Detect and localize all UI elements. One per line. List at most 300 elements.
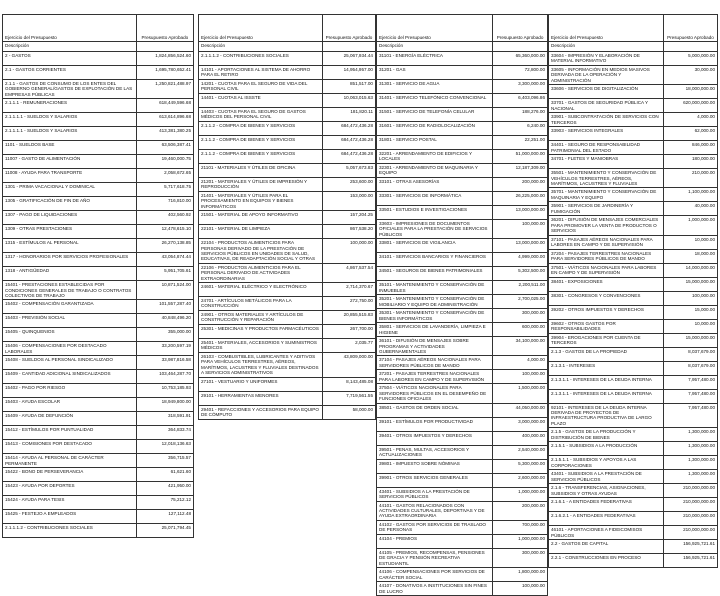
- line-item-description: 37201 - PASAJES TERRESTRES NACIONALES PARA LABORES EN CAMPO Y DE SUPERVISIÓN: [377, 370, 493, 384]
- table-row: [3, 66, 194, 80]
- subheader-description: Descripción: [3, 42, 137, 52]
- line-item-amount: 15,000.00: [663, 305, 717, 319]
- subheader-description: Descripción: [377, 42, 493, 52]
- table-row: [377, 80, 548, 94]
- line-item-description: 33101 - OTRAS ASESORÍAS: [377, 178, 493, 192]
- line-item-amount: 5,302,500.00: [493, 267, 548, 281]
- table-row: [377, 295, 548, 309]
- line-item-description: 37501 - VIÁTICOS NACIONALES PARA LABORES EN CAMPO Y DE SUPERVISIÓN: [549, 263, 664, 277]
- line-item-amount: 156,925,721.61: [663, 554, 717, 568]
- line-item-description: 21501 - MATERIAL DE APOYO INFORMATIVO: [199, 211, 323, 225]
- line-item-amount: 413,381,380.25: [136, 127, 193, 141]
- line-item-amount: 1,695,780,652.41: [136, 66, 193, 80]
- line-item-amount: 15,000,000.00: [663, 333, 717, 347]
- table-row: [549, 554, 718, 568]
- table-row: [549, 526, 718, 540]
- line-item-description: 35701 - MANTENIMIENTO Y CONSERVACIÓN DE MAQUINARIA Y EQUIPO: [549, 188, 664, 202]
- line-item-description: 39101 - ESTÍMULOS POR PRODUCTIVIDAD: [377, 417, 493, 431]
- budget-table-1: [2, 14, 194, 538]
- line-item-amount: 1,000,000.00: [493, 534, 548, 548]
- line-item-amount: 8,037,679.00: [663, 347, 717, 361]
- table-row: [377, 239, 548, 253]
- table-row: [377, 253, 548, 267]
- table-row: [549, 389, 718, 403]
- table-row: [549, 291, 718, 305]
- line-item-description: 35901 - SERVICIOS DE JARDINERÍA Y FUMIGACIÓN: [549, 202, 664, 216]
- table-row: [377, 501, 548, 520]
- budget-table-2: [198, 14, 376, 420]
- line-item-amount: 716,810.00: [136, 197, 193, 211]
- line-item-amount: 26,270,138.85: [136, 239, 193, 253]
- line-item-description: 14101 - APORTACIONES AL SISTEMA DE AHORRO PARA EL RETIRO: [199, 66, 323, 80]
- table-row: [377, 108, 548, 122]
- line-item-description: 39901 - OTROS SERVICIOS GENERALES: [377, 473, 493, 487]
- column-header-amount: Presupuesto Aprobado: [493, 15, 548, 42]
- table-row: [377, 520, 548, 534]
- line-item-description: 35501 - MANTENIMIENTO Y CONSERVACIÓN DE VEHÍCULOS TERRESTRES, AÉREOS, MARÍTIMOS, LACUSTRES Y FLUVIALES: [549, 169, 664, 188]
- table-row: [3, 211, 194, 225]
- line-item-amount: 44,050,000.00: [493, 403, 548, 417]
- line-item-amount: 188,276.00: [493, 108, 548, 122]
- line-item-amount: 6,240.00: [493, 122, 548, 136]
- table-row: [377, 281, 548, 295]
- table-row: [549, 66, 718, 85]
- subheader-description: Descripción: [199, 42, 323, 52]
- budget-panel-1: [2, 14, 194, 531]
- line-item-amount: 75,212.12: [136, 496, 193, 510]
- table-row: [549, 85, 718, 99]
- line-item-amount: 100,000.00: [322, 239, 375, 264]
- line-item-amount: 63,506,387.41: [136, 141, 193, 155]
- line-item-description: 35101 - MANTENIMIENTO Y CONSERVACIÓN DE INMUEBLES: [377, 281, 493, 295]
- table-row: [549, 113, 718, 127]
- line-item-description: 1307 - PAGO DE LIQUIDACIONES: [3, 211, 137, 225]
- line-item-description: 15423 - AYUDA POR DEPORTES: [3, 482, 137, 496]
- table-row: [3, 52, 194, 66]
- table-row: [549, 141, 718, 155]
- line-item-description: 44104 - PREMIOS: [377, 534, 493, 548]
- table-row: [3, 468, 194, 482]
- table-row: [3, 225, 194, 239]
- line-item-description: 1101 - SUELDOS BASE: [3, 141, 137, 155]
- line-item-amount: 300,000.00: [493, 548, 548, 567]
- line-item-description: 38301 - CONGRESOS Y CONVENCIONES: [549, 291, 664, 305]
- table-row: [377, 220, 548, 239]
- line-item-amount: 2,058,672.65: [136, 169, 193, 183]
- line-item-amount: 62,000.00: [663, 127, 717, 141]
- line-item-description: 2.1.1.1.2 - CONTRIBUCIONES SOCIALES: [199, 52, 323, 66]
- line-item-description: 2.1.5.1 - SUBSIDIOS A LA PRODUCCIÓN: [549, 442, 664, 456]
- line-item-amount: 3,300,000.00: [493, 80, 548, 94]
- line-item-description: 14401 - CUOTAS AL ISSSTE: [199, 94, 323, 108]
- line-item-amount: 210,000,000.00: [663, 498, 717, 512]
- line-item-description: 31601 - SERVICIO DE RADIOLOCALIZACIÓN: [377, 122, 493, 136]
- table-row: [3, 384, 194, 398]
- line-item-amount: 58,000.00: [322, 405, 375, 419]
- line-item-amount: 14,000,000.00: [663, 263, 717, 277]
- line-item-description: 2.1.1.2 - COMPRA DE BIENES Y SERVICIOS: [199, 150, 323, 164]
- budget-table-3: [376, 14, 548, 596]
- table-row: [377, 582, 548, 596]
- table-row: [549, 202, 718, 216]
- line-item-amount: 356,715.57: [136, 454, 193, 468]
- table-row: [199, 94, 376, 108]
- line-item-amount: 18,000,000.00: [663, 85, 717, 99]
- table-row: [3, 253, 194, 267]
- table-row: [549, 263, 718, 277]
- table-row: [3, 370, 194, 384]
- table-row: [549, 498, 718, 512]
- table-row: [377, 122, 548, 136]
- table-row: [377, 431, 548, 445]
- line-item-amount: 153,000.00: [322, 192, 375, 211]
- line-item-description: 33801 - SERVICIOS DE VIGILANCIA: [377, 239, 493, 253]
- line-item-amount: 7,957,480.00: [663, 403, 717, 428]
- line-item-description: 39904 - EROGACIONES POR CUENTA DE TERCEROS: [549, 333, 664, 347]
- line-item-amount: 364,833.74: [136, 426, 193, 440]
- line-item-amount: 1,250,821,488.97: [136, 80, 193, 99]
- line-item-description: 32301 - ARRENDAMIENTO DE MAQUINARIA Y EQUIPO: [377, 164, 493, 178]
- line-item-amount: 127,112.48: [136, 510, 193, 524]
- column-header-description: Ejercicio del Presupuesto: [377, 15, 493, 42]
- table-row: [3, 239, 194, 253]
- line-item-amount: 4,000.00: [663, 113, 717, 127]
- line-item-amount: 1,100,000.00: [663, 188, 717, 202]
- line-item-description: 15425 - FESTEJO A EMPLEADOS: [3, 510, 137, 524]
- line-item-amount: 8,143,485.08: [322, 377, 375, 391]
- table-row: [549, 99, 718, 113]
- line-item-description: 2.1.6.1 - A ENTIDADES FEDERATIVAS: [549, 498, 664, 512]
- line-item-description: 11007 - GASTO DE ALIMENTACIÓN: [3, 155, 137, 169]
- line-item-amount: 684,472,436.28: [322, 150, 375, 164]
- table-row: [377, 150, 548, 164]
- table-row: [199, 225, 376, 239]
- line-item-description: 33501 - ESTUDIOS E INVESTIGACIONES: [377, 206, 493, 220]
- line-item-amount: 61,621.60: [136, 468, 193, 482]
- line-item-description: 1309 - OTRAS PRESTACIONES: [3, 225, 137, 239]
- line-item-amount: 2,714,370.67: [322, 283, 375, 297]
- line-item-description: 14403 - CUOTAS PARA EL SEGURO DE GASTOS MÉDICOS DEL PERSONAL CIVIL: [199, 108, 323, 122]
- line-item-description: 2.1.1.1.1 - SUELDOS Y SALARIOS: [3, 127, 137, 141]
- table-row: [199, 339, 376, 353]
- line-item-amount: 5,951,705.61: [136, 267, 193, 281]
- line-item-amount: 22,251.00: [493, 136, 548, 150]
- table-row: [199, 150, 376, 164]
- table-row: [377, 384, 548, 403]
- table-row: [377, 568, 548, 582]
- line-item-description: 21401 - MATERIALES Y ÚTILES PARA EL PROCESAMIENTO EN EQUIPOS Y BIENES INFORMÁTICOS: [199, 192, 323, 211]
- line-item-amount: 1,800,000.00: [493, 568, 548, 582]
- line-item-amount: 30,000.00: [663, 66, 717, 85]
- line-item-amount: 846,000.00: [663, 141, 717, 155]
- line-item-amount: 14,954,957.00: [322, 66, 375, 80]
- line-item-amount: 15,000,000.00: [663, 277, 717, 291]
- column-header-amount: Presupuesto Aprobado: [663, 15, 717, 42]
- line-item-description: 34101 - SERVICIOS BANCARIOS Y FINANCIEROS: [377, 253, 493, 267]
- table-row: [3, 80, 194, 99]
- budget-table-4: [548, 14, 718, 568]
- line-item-description: 39801 - IMPUESTO SOBRE NÓMINAS: [377, 459, 493, 473]
- table-row: [199, 405, 376, 419]
- line-item-amount: 2,200,511.00: [493, 281, 548, 295]
- line-item-amount: 100,000.00: [493, 220, 548, 239]
- line-item-description: 21101 - MATERIALES Y ÚTILES DE OFICINA: [199, 164, 323, 178]
- line-item-amount: 20,855,515.83: [322, 311, 375, 325]
- table-row: [549, 249, 718, 263]
- table-row: [377, 52, 548, 66]
- line-item-description: 46101 - APORTACIONES A FIDEICOMISOS PÚBLICOS: [549, 526, 664, 540]
- line-item-description: 37504 - VIÁTICOS NACIONALES PARA SERVIDORES PÚBLICOS EN EL DESEMPEÑO DE FUNCIONES OFICIALES: [377, 384, 493, 403]
- line-item-amount: 5,000,000.00: [663, 52, 717, 66]
- table-row: [199, 122, 376, 136]
- line-item-description: 15412 - ESTÍMULOS POR PUNTUALIDAD: [3, 426, 137, 440]
- table-row: [377, 445, 548, 459]
- line-item-description: 15401 - PRESTACIONES ESTABLECIDAS POR CONDICIONES GENERALES DE TRABAJO O CONTRATOS COLECTIVOS DE TRABAJO: [3, 281, 137, 300]
- line-item-description: 39202 - OTROS IMPUESTOS Y DERECHOS: [549, 305, 664, 319]
- table-row: [199, 391, 376, 405]
- table-row: [3, 169, 194, 183]
- table-row: [3, 113, 194, 127]
- table-row: [3, 328, 194, 342]
- line-item-amount: 40,848,496.20: [136, 314, 193, 328]
- line-item-amount: 210,000,000.00: [663, 484, 717, 498]
- line-item-amount: 33,987,816.58: [136, 356, 193, 370]
- table-row: [549, 305, 718, 319]
- line-item-description: 15424 - AYUDA PARA TESIS: [3, 496, 137, 510]
- line-item-amount: 1,300,000.00: [663, 470, 717, 484]
- line-item-description: 2.1.6 - TRANSFERENCIAS, ASIGNACIONES, SUBSIDIOS Y OTRAS AYUDAS: [549, 484, 664, 498]
- line-item-amount: 3,000,000.00: [493, 417, 548, 431]
- table-row: [377, 487, 548, 501]
- line-item-description: 2.1.1.1.2 - CONTRIBUCIONES SOCIALES: [3, 524, 137, 538]
- line-item-amount: 618,449,596.68: [136, 99, 193, 113]
- table-row: [3, 183, 194, 197]
- line-item-amount: 4,999,000.00: [493, 253, 548, 267]
- line-item-amount: 181,820.11: [322, 108, 375, 122]
- line-item-description: 15402 - COMPENSACIÓN GARANTIZADA: [3, 300, 137, 314]
- line-item-description: 31101 - ENERGÍA ELÉCTRICA: [377, 52, 493, 66]
- line-item-amount: 100,000.00: [493, 370, 548, 384]
- line-item-amount: 19,460,000.75: [136, 155, 193, 169]
- line-item-amount: 620,000,000.00: [663, 99, 717, 113]
- budget-panel-2: [198, 14, 376, 526]
- line-item-description: 26103 - COMBUSTIBLES, LUBRICANTES Y ADITIVOS PARA VEHÍCULOS TERRESTRES, AÉREOS, MARÍTIMOS, LACUSTRES Y FLUVIALES DESTINADOS A SERVICIOS ADMINISTRATIVOS: [199, 353, 323, 378]
- line-item-description: 36101 - DIFUSIÓN DE MENSAJES SOBRE PROGRAMAS Y ACTIVIDADES GUBERNAMENTALES: [377, 337, 493, 356]
- line-item-description: 1317 - HONORARIOS POR SERVICIOS PROFESIONALES: [3, 253, 137, 267]
- line-item-description: 15402 - PAGO POR RIESGO: [3, 384, 137, 398]
- table-row: [199, 164, 376, 178]
- line-item-description: 31301 - SERVICIO DE AGUA: [377, 80, 493, 94]
- line-item-description: 15422 - BONO DE PERSEVERANCIA: [3, 468, 137, 482]
- line-item-description: 1318 - ANTIGÜEDAD: [3, 267, 137, 281]
- line-item-description: 2.1.1 - GASTOS DE CONSUMO DE LOS ENTES DEL GOBIERNO GENERAL/GASTOS DE EXPLOTACIÓN DE LAS EMPRESAS PÚBLICAS: [3, 80, 137, 99]
- table-row: [549, 52, 718, 66]
- table-row: [549, 188, 718, 202]
- line-item-amount: 1,300,000.00: [663, 442, 717, 456]
- line-item-description: 44105 - PREMIOS, RECOMPENSAS, PENSIONES DE GRACIA Y PENSIÓN RECREATIVA ESTUDIANTIL: [377, 548, 493, 567]
- line-item-description: 2.1.3 - GASTOS DE LA PROPIEDAD: [549, 347, 664, 361]
- table-row: [3, 496, 194, 510]
- line-item-amount: 318,591.91: [136, 412, 193, 426]
- table-row: [199, 178, 376, 192]
- line-item-amount: 200,000.00: [493, 178, 548, 192]
- table-row: [549, 277, 718, 291]
- line-item-amount: 2,700,025.00: [493, 295, 548, 309]
- table-row: [3, 426, 194, 440]
- line-item-description: 1305 - GRATIFICACIÓN DE FIN DE AÑO: [3, 197, 137, 211]
- line-item-amount: 2,540,000.00: [493, 445, 548, 459]
- line-item-amount: 25,071,794.45: [136, 524, 193, 538]
- table-row: [377, 417, 548, 431]
- line-item-description: 33604 - IMPRESIÓN Y ELABORACIÓN DE MATERIAL INFORMATIVO: [549, 52, 664, 66]
- line-item-amount: 10,000.00: [663, 235, 717, 249]
- line-item-description: 15409 - CANTIDAD ADICIONAL SINDICALIZADOS: [3, 370, 137, 384]
- line-item-description: 2.1.1.2 - COMPRA DE BIENES Y SERVICIOS: [199, 136, 323, 150]
- table-row: [377, 337, 548, 356]
- line-item-description: 43401 - SUBSIDIOS A LA PRESTACIÓN DE SERVICIOS PÚBLICOS: [549, 470, 664, 484]
- column-header-amount: Presupuesto Aprobado: [322, 15, 375, 42]
- line-item-amount: 10,753,185.93: [136, 384, 193, 398]
- line-item-amount: 4,867,537.54: [322, 263, 375, 282]
- line-item-amount: 25,067,934.44: [322, 52, 375, 66]
- table-row: [3, 412, 194, 426]
- line-item-amount: 421,950.00: [136, 482, 193, 496]
- line-item-description: 15403 - AYUDA ESCOLAR: [3, 398, 137, 412]
- line-item-amount: 43,809,000.00: [322, 353, 375, 378]
- line-item-description: 15413 - COMISIONES POR DESTACADO: [3, 440, 137, 454]
- line-item-amount: 5,300,000.00: [493, 459, 548, 473]
- table-row: [3, 141, 194, 155]
- line-item-amount: 26,225,000.00: [493, 192, 548, 206]
- line-item-amount: 103,464,287.70: [136, 370, 193, 384]
- line-item-amount: 200,000.00: [493, 501, 548, 520]
- line-item-amount: 13,000,000.00: [493, 239, 548, 253]
- line-item-description: 37204 - PASAJES TERRESTRES NACIONALES PARA SERVIDORES PÚBLICOS DE MANDO: [549, 249, 664, 263]
- line-item-amount: 300,000.00: [493, 309, 548, 323]
- line-item-amount: 1,300,000.00: [663, 456, 717, 470]
- column-header-description: Ejercicio del Presupuesto: [3, 15, 137, 42]
- line-item-description: 2.1.3.1.1 - INTERESES DE LA DEUDA INTERNA: [549, 375, 664, 389]
- table-row: [377, 309, 548, 323]
- line-item-description: 33606 - SERVICIOS DE DIGITALIZACIÓN: [549, 85, 664, 99]
- table-row: [549, 127, 718, 141]
- table-row: [549, 319, 718, 333]
- line-item-description: 24901 - OTROS MATERIALES Y ARTÍCULOS DE CONSTRUCCIÓN Y REPARACIÓN: [199, 311, 323, 325]
- line-item-description: 39501 - PENAS, MULTAS, ACCESORIOS Y ACTUALIZACIONES: [377, 445, 493, 459]
- table-row: [3, 356, 194, 370]
- line-item-amount: 7,957,480.00: [663, 389, 717, 403]
- line-item-amount: 272,750.00: [322, 297, 375, 311]
- table-row: [377, 459, 548, 473]
- line-item-amount: 4,000.00: [493, 356, 548, 370]
- table-row: [377, 548, 548, 567]
- line-item-amount: 18,000.00: [663, 249, 717, 263]
- line-item-amount: 267,700.00: [322, 325, 375, 339]
- line-item-description: 22106 - PRODUCTOS ALIMENTICIOS PARA EL PERSONAL DERIVADO DE ACTIVIDADES EXTRAORDINARIAS: [199, 263, 323, 282]
- line-item-amount: 10,000.00: [663, 319, 717, 333]
- table-row: [199, 283, 376, 297]
- line-item-amount: 12,187,309.00: [493, 164, 548, 178]
- table-row: [377, 267, 548, 281]
- line-item-description: 2.1.1.1 - REMUNERACIONES: [3, 99, 137, 113]
- line-item-description: 1315 - ESTÍMULOS AL PERSONAL: [3, 239, 137, 253]
- line-item-description: 92101 - INTERESES DE LA DEUDA INTERNA DERIVADA DE PROYECTOS DE INFRAESTRUCTURA PRODUCTIVA DE LARGO PLAZO: [549, 403, 664, 428]
- table-row: [549, 333, 718, 347]
- table-row: [377, 164, 548, 178]
- line-item-amount: 101,557,287.40: [136, 300, 193, 314]
- line-item-amount: 1,824,856,524.60: [136, 52, 193, 66]
- line-item-description: 38401 - EXPOSICIONES: [549, 277, 664, 291]
- table-row: [199, 136, 376, 150]
- line-item-amount: 180,000.00: [663, 155, 717, 169]
- table-row: [199, 66, 376, 80]
- line-item-amount: 100,000.00: [663, 291, 717, 305]
- table-row: [549, 456, 718, 470]
- line-item-amount: 51,000,000.00: [493, 150, 548, 164]
- line-item-description: 15403 - PREVISIÓN SOCIAL: [3, 314, 137, 328]
- line-item-description: 14201 - CUOTAS PARA EL SEGURO DE VIDA DEL PERSONAL CIVIL: [199, 80, 323, 94]
- line-item-description: 21201 - MATERIALES Y ÚTILES DE IMPRESIÓN Y REPRODUCCIÓN: [199, 178, 323, 192]
- line-item-amount: 210,000,000.00: [663, 512, 717, 526]
- table-row: [3, 398, 194, 412]
- line-item-amount: 6,403,096.86: [493, 94, 548, 108]
- table-row: [199, 108, 376, 122]
- column-header-description: Ejercicio del Presupuesto: [549, 15, 664, 42]
- line-item-amount: 851,517.00: [322, 80, 375, 94]
- line-item-amount: 355,000.00: [136, 328, 193, 342]
- line-item-description: 33901 - SUBCONTRATACIÓN DE SERVICIOS CON TERCEROS: [549, 113, 664, 127]
- table-row: [199, 297, 376, 311]
- line-item-amount: 12,018,136.63: [136, 440, 193, 454]
- line-item-description: 2.2.1 - CONSTRUCCIONES EN PROCESO: [549, 554, 664, 568]
- line-item-description: 44107 - DONATIVOS A INSTITUCIONES SIN FINES DE LUCRO: [377, 582, 493, 596]
- table-row: [3, 127, 194, 141]
- line-item-description: 25301 - MEDICINAS Y PRODUCTOS FARMACÉUTICOS: [199, 325, 323, 339]
- line-item-amount: 33,200,597.19: [136, 342, 193, 356]
- line-item-description: 15405 - QUINQUENIOS: [3, 328, 137, 342]
- table-row: [3, 314, 194, 328]
- table-row: [377, 403, 548, 417]
- table-row: [377, 178, 548, 192]
- line-item-description: 33603 - IMPRESIONES DE DOCUMENTOS OFICIALES PARA LA PRESTACIÓN DE SERVICIOS PÚBLICOS: [377, 220, 493, 239]
- column-header-description: Ejercicio del Presupuesto: [199, 15, 323, 42]
- table-row: [377, 473, 548, 487]
- line-item-description: 35801 - SERVICIOS DE LAVANDERÍA, LIMPIEZA E HIGIENE: [377, 323, 493, 337]
- table-row: [199, 311, 376, 325]
- line-item-amount: 700,000.00: [493, 520, 548, 534]
- line-item-description: 2 - GASTOS: [3, 52, 137, 66]
- budget-panel-3: [376, 14, 548, 594]
- table-row: [3, 482, 194, 496]
- table-row: [549, 347, 718, 361]
- line-item-description: 2.1 - GASTOS CORRIENTES: [3, 66, 137, 80]
- line-item-description: 33605 - INFORMACIÓN EN MEDIOS MASIVOS DERIVADA DE LA OPERACIÓN Y ADMINISTRACIÓN: [549, 66, 664, 85]
- line-item-amount: 684,472,436.28: [322, 122, 375, 136]
- line-item-description: 34501 - SEGUROS DE BIENES PATRIMONIALES: [377, 267, 493, 281]
- line-item-amount: 72,800.00: [493, 66, 548, 80]
- line-item-description: 27101 - VESTUARIO Y UNIFORMES: [199, 377, 323, 391]
- line-item-description: 44106 - COMPENSACIONES POR SERVICIOS DE CARÁCTER SOCIAL: [377, 568, 493, 582]
- line-item-description: 2.1.3.1 - INTERESES: [549, 361, 664, 375]
- line-item-description: 37104 - PASAJES AÉREOS NACIONALES PARA SERVIDORES PÚBLICOS DE MANDO: [377, 356, 493, 370]
- line-item-description: 43401 - SUBSIDIOS A LA PRESTACIÓN DE SERVICIOS PÚBLICOS: [377, 487, 493, 501]
- table-row: [199, 239, 376, 264]
- line-item-description: 33301 - SERVICIOS DE INFORMÁTICA: [377, 192, 493, 206]
- line-item-description: 44102 - GASTOS POR SERVICIOS DE TRASLADO DE PERSONAS: [377, 520, 493, 534]
- line-item-amount: 34,100,000.00: [493, 337, 548, 356]
- line-item-amount: 210,000,000.00: [663, 526, 717, 540]
- table-row: [549, 540, 718, 554]
